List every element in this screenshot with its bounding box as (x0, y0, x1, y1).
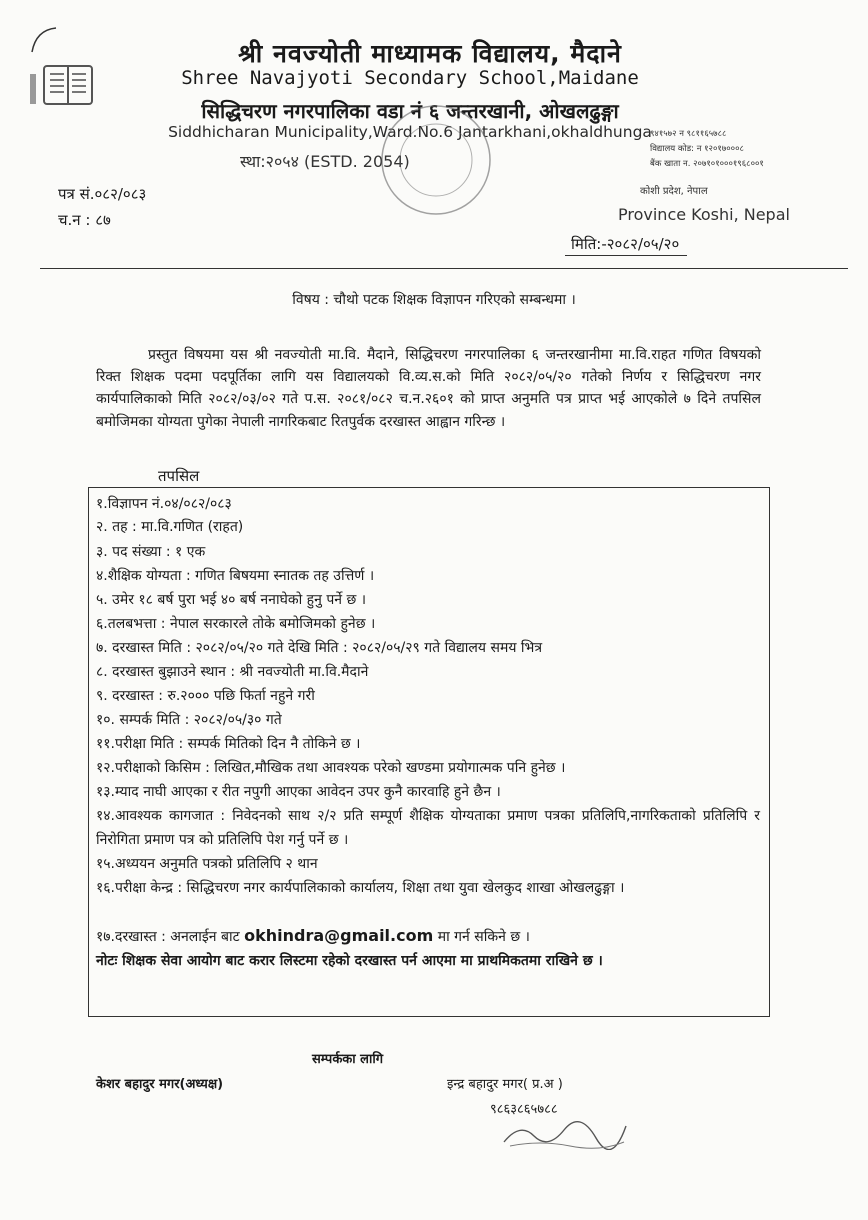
contact-line: ९४१५७२ न ९८११६५७८८ (650, 129, 727, 139)
list-item: ७. दरखास्त मिति : २०८२/०५/२० गते देखि मिति : २०८२/०५/२९ गते विद्यालय समय भित्र (96, 640, 543, 656)
header-divider (40, 268, 848, 269)
list-item: १०. सम्पर्क मिति : २०८२/०५/३० गते (96, 712, 282, 728)
list-item: १६.परीक्षा केन्द्र : सिद्धिचरण नगर कार्यपालिकाको कार्यालय, शिक्षा तथा युवा खेलकुद शाखा ओखलढुङ्गा । (96, 880, 625, 896)
list-item: १.विज्ञापन नं.०४/०८२/०८३ (96, 496, 232, 512)
list-item: ४.शैक्षिक योग्यता : गणित बिषयमा स्नातक तह उत्तिर्ण । (96, 568, 375, 584)
contact-line: बैंक खाता न. २०७१०१०००१९६८००१ (650, 159, 764, 169)
letter-number: पत्र सं.०८२/०८३ (58, 185, 147, 203)
list-item: ५. उमेर १८ बर्ष पुरा भई ४० बर्ष ननाघेको हुनु पर्ने छ । (96, 592, 367, 608)
letter-date: मिति:-२०८२/०५/२० (565, 234, 687, 256)
subject: विषय : चौथो पटक शिक्षक विज्ञापन गरिएको सम्बन्धमा । (292, 292, 576, 308)
contact-line: विद्यालय कोड: न १२०१७०००८ (650, 144, 744, 154)
list-item-email (96, 926, 530, 946)
province-en: Province Koshi, Nepal (618, 205, 790, 224)
province-np: कोशी प्रदेश, नेपाल (640, 186, 708, 197)
principal-phone: ९८६३८६५७८८ (490, 1102, 558, 1117)
list-item: ८. दरखास्त बुझाउने स्थान : श्री नवज्योती मा.वि.मैदाने (96, 664, 369, 680)
note: नोटः शिक्षक सेवा आयोग बाट करार लिस्टमा रहेको दरखास्त पर्न आएमा मा प्राथमिकतमा राखिने छ । (96, 953, 603, 969)
item17-prefix: १७.दरखास्त : अनलाईन बाट (96, 929, 245, 945)
list-item: ११.परीक्षा मिति : सम्पर्क मितिको दिन नै तोकिने छ । (96, 736, 361, 752)
item17-suffix: मा गर्न सकिने छ । (433, 929, 530, 945)
school-name-np: श्री नवज्योती माध्यामक विद्यालय, मैदाने (238, 39, 622, 68)
chairperson-name: केशर बहादुर मगर(अध्यक्ष) (96, 1077, 224, 1092)
contact-heading: सम्पर्कका लागि (312, 1052, 384, 1067)
school-name-en: Shree Navajyoti Secondary School,Maidane (181, 67, 639, 89)
book-logo-icon (22, 22, 118, 118)
school-stamp (376, 100, 496, 220)
list-item: १३.म्याद नाघी आएका र रीत नपुगी आएका आवेदन उपर कुनै कारवाहि हुने छैन । (96, 784, 501, 800)
tapsil-label: तपसिल (158, 467, 200, 485)
established: स्था:२०५४ (ESTD. 2054) (240, 152, 410, 171)
list-item: ६.तलबभत्ता : नेपाल सरकारले तोके बमोजिमको हुनेछ । (96, 616, 376, 632)
dispatch-number: च.न : ८७ (58, 211, 111, 229)
municipality-np: सिद्धिचरण नगरपालिका वडा नं ६ जन्तरखानी, ओखलढुङ्गा (201, 99, 619, 123)
list-item: ३. पद संख्या : १ एक (96, 544, 206, 560)
body-paragraph: प्रस्तुत विषयमा यस श्री नवज्योती मा.वि. मैदाने, सिद्धिचरण नगरपालिका ६ जन्तरखानीमा मा.वि.राहत गणित विषयको रिक्त शिक्षक पदमा पदपूर्तिका लागि यस विद्यालयको वि.व्य.स.को मिति २०८२/०५/२० गतेको निर्णय र सिद्धिचरण नगर कार्यपालिकाको मिति २०८२/०३/०२ गते प.स. २०८१/०८२ च.न.२६०१ को प्राप्त अनुमति पत्र प्राप्त भई आएकोले ७ दिने तपसिल बमोजिमका योग्यता पुगेका नेपाली नागरिकबाट रितपुर्वक दरखास्त आह्वान गरिन्छ । (96, 347, 761, 430)
list-item: २. तह : मा.वि.गणित (राहत) (96, 519, 244, 535)
list-item: १५.अध्ययन अनुमति पत्रको प्रतिलिपि २ थान (96, 856, 318, 872)
list-item: ९. दरखास्त : रु.२००० पछि फिर्ता नहुने गरी (96, 688, 315, 704)
list-item: १२.परीक्षाको किसिम : लिखित,मौखिक तथा आवश्यक परेको खण्डमा प्रयोगात्मक पनि हुनेछ । (96, 760, 566, 776)
principal-name: इन्द्र बहादुर मगर( प्र.अ ) (447, 1077, 563, 1092)
contact-info (650, 127, 764, 172)
list-item: १४.आवश्यक कागजात : निवेदनको साथ २/२ प्रति सम्पूर्ण शैक्षिक योग्यताका प्रमाण पत्रका प्रतिलिपि,नागरिकताको प्रतिलिपि र निरोगिता प्रमाण पत्र को प्रतिलिपि पेश गर्नु पर्ने छ । (96, 808, 760, 848)
signature-stamp (500, 1116, 630, 1150)
email-address: okhindra@gmail.com (244, 926, 434, 945)
municipality-en: Siddhicharan Municipality,Ward.No.6 Jantarkhani,okhaldhunga (168, 123, 652, 141)
